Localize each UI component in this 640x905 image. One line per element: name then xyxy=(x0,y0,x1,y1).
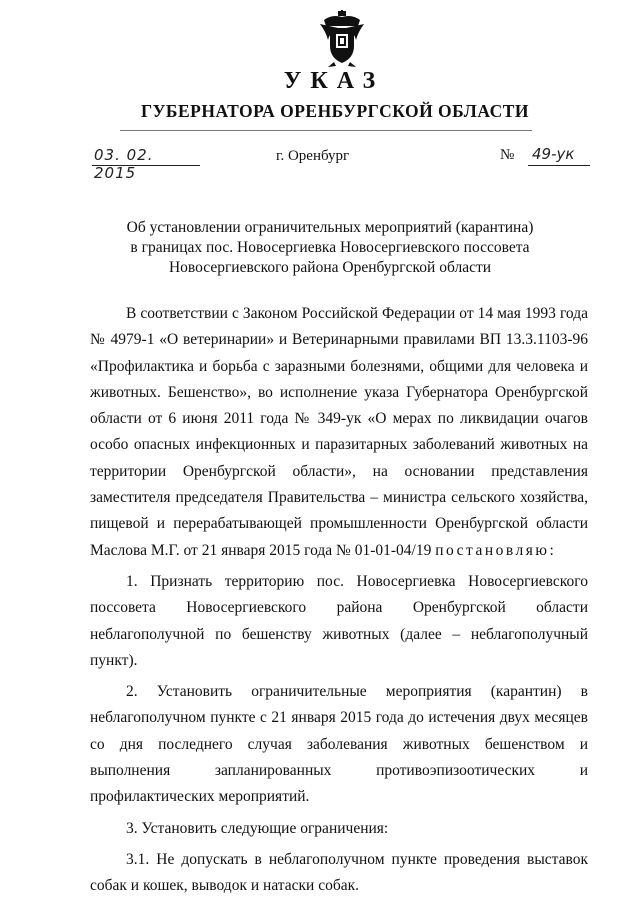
paragraph: 1. Признать территорию пос. Новосергиевка Новосергиевского поссовета Новосергиевского района Оренбургской области неблагополучной по бешенству животных (далее – неблагополучный пункт). xyxy=(90,572,588,669)
document-title: УКАЗ xyxy=(283,68,385,94)
number-sign: № xyxy=(500,147,515,163)
paragraph: 3. Установить следующие ограничения: xyxy=(126,819,389,837)
heading-line: Об установлении ограничительных мероприятий (карантина) xyxy=(126,219,534,236)
date-value: 03. 02. 2015 xyxy=(94,146,154,182)
heading-line: Новосергиевского района Оренбургской области xyxy=(168,259,492,276)
decree-heading xyxy=(120,218,540,278)
heading-line: в границах пос. Новосергиевка Новосергиевского поссовета xyxy=(130,239,530,256)
header-divider xyxy=(120,130,532,131)
paragraph: 2. Установить ограничительные мероприятия (карантин) в неблагополучном пункте с 21 января 2015 года до истечения двух месяцев со дня последнего случая заболевания животных бешенством и выполнения запланированных противоэпизоотических и профилактических мероприятий. xyxy=(90,683,588,806)
coat-of-arms-icon xyxy=(318,10,366,68)
paragraph xyxy=(90,301,588,564)
number-field xyxy=(500,146,590,168)
date-field xyxy=(92,146,200,182)
date-underline xyxy=(92,165,200,166)
paragraph-text: В соответствии с Законом Российской Федерации от 14 мая 1993 года № 4979-1 «О ветеринарии» и Ветеринарными правилами ВП 13.3.1103-96 «Профилактика и борьба с заразными болезнями, общими для человека и животных. Бешенство», во исполнение указа Губернатора Оренбургской области от 6 июня 2011 года № 349-ук «О мерах по ликвидации очагов особо опасных инфекционных и паразитарных заболеваний животных на территории Оренбургской области», на основании представления заместителя председателя Правительства – министра сельского хозяйства, пищевой и перерабатывающей промышленности Оренбургской области Маслова М.Г. от 21 января 2015 года № 01-01-04/19 xyxy=(90,305,588,559)
number-underline xyxy=(528,165,590,166)
decree-body xyxy=(90,301,588,900)
number-value: 49-ук xyxy=(532,145,575,163)
resolution-keyword: постановляю: xyxy=(435,541,557,559)
city-label: г. Оренбург xyxy=(276,148,350,164)
paragraph: 3.1. Не допускать в неблагополучном пункте проведения выставок собак и кошек, выводок и натаски собак. xyxy=(90,850,588,895)
document-subtitle: ГУБЕРНАТОРА ОРЕНБУРГСКОЙ ОБЛАСТИ xyxy=(140,101,530,121)
